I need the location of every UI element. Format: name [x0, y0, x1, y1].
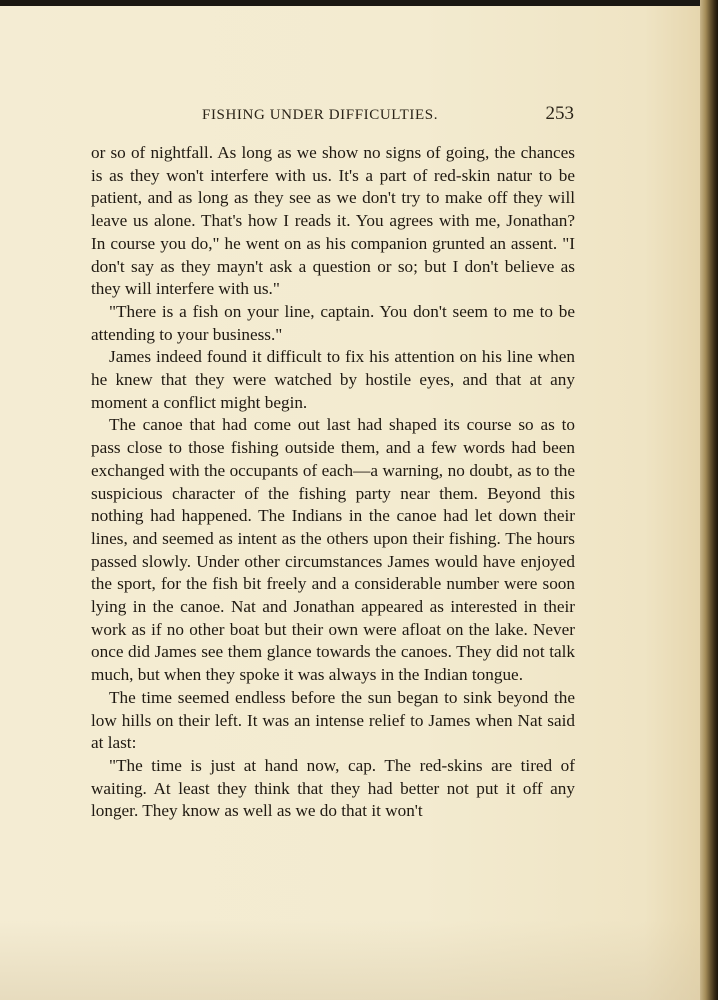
paragraph: "The time is just at hand now, cap. The red-skins are tired of waiting. At least they think that they had better not put it off any longer. They know as well as we do that it won't — [91, 755, 575, 821]
page-header — [90, 103, 574, 129]
book-binding-edge — [700, 0, 718, 1000]
body-text — [91, 142, 575, 823]
page-number: 253 — [545, 103, 574, 124]
paragraph: The canoe that had come out last had shaped its course so as to pass close to those fishing outside them, and a few words had been exchanged with the occupants of each—a warning, no doubt, as to the suspicious character of the fishing party near them. Beyond this nothing had happened. The Indians in the canoe had let down their lines, and seemed as intent as the others upon their fishing. The hours passed slowly. Under other circumstances James would have enjoyed the sport, for the fish bit freely and a considerable number were soon lying in the canoe. Nat and Jonathan appeared as interested in their work as if no other boat but their own were afloat on the lake. Never once did James see them glance towards the canoes. They did not talk much, but when they spoke it was always in the Indian tongue. — [91, 415, 575, 685]
paragraph-continued: or so of nightfall. As long as we show no signs of going, the chances is as they won't interfere with us. It's a part of red-skin natur to be patient, and as long as they see as we don't try to make off they will leave us alone. That's how I reads it. You agrees with me, Jonathan? In course you do," he went on as his companion grunted an assent. "I don't say as they mayn't ask a question or so; but I don't believe as they will interfere with us." — [91, 143, 575, 299]
book-page — [0, 6, 700, 1000]
paragraph: "There is a fish on your line, captain. You don't seem to me to be attending to your business." — [91, 301, 575, 344]
paragraph: The time seemed endless before the sun began to sink beyond the low hills on their left. It was an intense relief to James when Nat said at last: — [91, 687, 575, 753]
paragraph: James indeed found it difficult to fix his attention on his line when he knew that they were watched by hostile eyes, and that at any moment a conflict might begin. — [91, 347, 575, 412]
page-shading — [0, 920, 700, 1000]
running-title: FISHING UNDER DIFFICULTIES. — [202, 107, 439, 123]
